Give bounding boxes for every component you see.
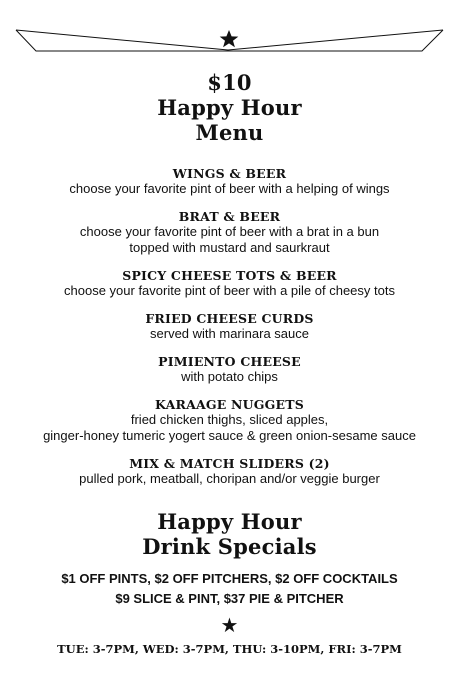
menu-item [0, 311, 459, 342]
item-name: SPICY CHEESE TOTS & BEER [122, 268, 337, 283]
item-name: MIX & MATCH SLIDERS (2) [129, 456, 330, 471]
menu-item [0, 166, 459, 197]
menu-item [0, 354, 459, 385]
item-description: choose your favorite pint of beer with a brat in a bun [79, 224, 380, 239]
item-description: choose your favorite pint of beer with a helping of wings [69, 181, 390, 196]
menu-item [0, 209, 459, 256]
drink-specials-title-line: Happy Hour [157, 509, 302, 534]
item-description: ginger-honey tumeric yogert sauce & green onion-sesame sauce [43, 428, 416, 443]
item-description: with potato chips [181, 369, 278, 384]
item-name: PIMIENTO CHEESE [158, 354, 301, 369]
drink-deal: $9 SLICE & PINT, $37 PIE & PITCHER [115, 591, 344, 606]
item-description: topped with mustard and saurkraut [129, 240, 330, 255]
menu-page [0, 70, 459, 656]
item-description: pulled pork, meatball, choripan and/or veggie burger [79, 471, 380, 486]
menu-item [0, 397, 459, 444]
item-description: fried chicken thighs, sliced apples, [130, 412, 329, 427]
menu-title-menu: Menu [195, 120, 264, 145]
drink-deals [0, 569, 459, 609]
menu-title [0, 70, 459, 145]
star-icon: ★ [220, 613, 239, 637]
banner-frame [0, 0, 459, 62]
menu-title-happy-hour: Happy Hour [157, 95, 302, 120]
item-name: WINGS & BEER [172, 166, 287, 181]
happy-hour-times: TUE: 3-7PM, WED: 3-7PM, THU: 3-10PM, FRI: 3-7PM [57, 642, 402, 656]
item-description: served with marinara sauce [150, 326, 309, 341]
drink-specials-title-line: Drink Specials [142, 534, 317, 559]
top-banner [0, 0, 459, 62]
item-name: KARAAGE NUGGETS [155, 397, 304, 412]
menu-item-list [0, 166, 459, 487]
drink-deal: $1 OFF PINTS, $2 OFF PITCHERS, $2 OFF COCKTAILS [61, 571, 398, 586]
drink-specials-section [0, 509, 459, 609]
item-description: choose your favorite pint of beer with a pile of cheesy tots [64, 283, 395, 298]
menu-item [0, 456, 459, 487]
item-name: FRIED CHEESE CURDS [145, 311, 314, 326]
menu-item [0, 268, 459, 299]
menu-title-price: $10 [207, 70, 252, 95]
item-name: BRAT & BEER [178, 209, 281, 224]
star-icon [220, 30, 239, 47]
